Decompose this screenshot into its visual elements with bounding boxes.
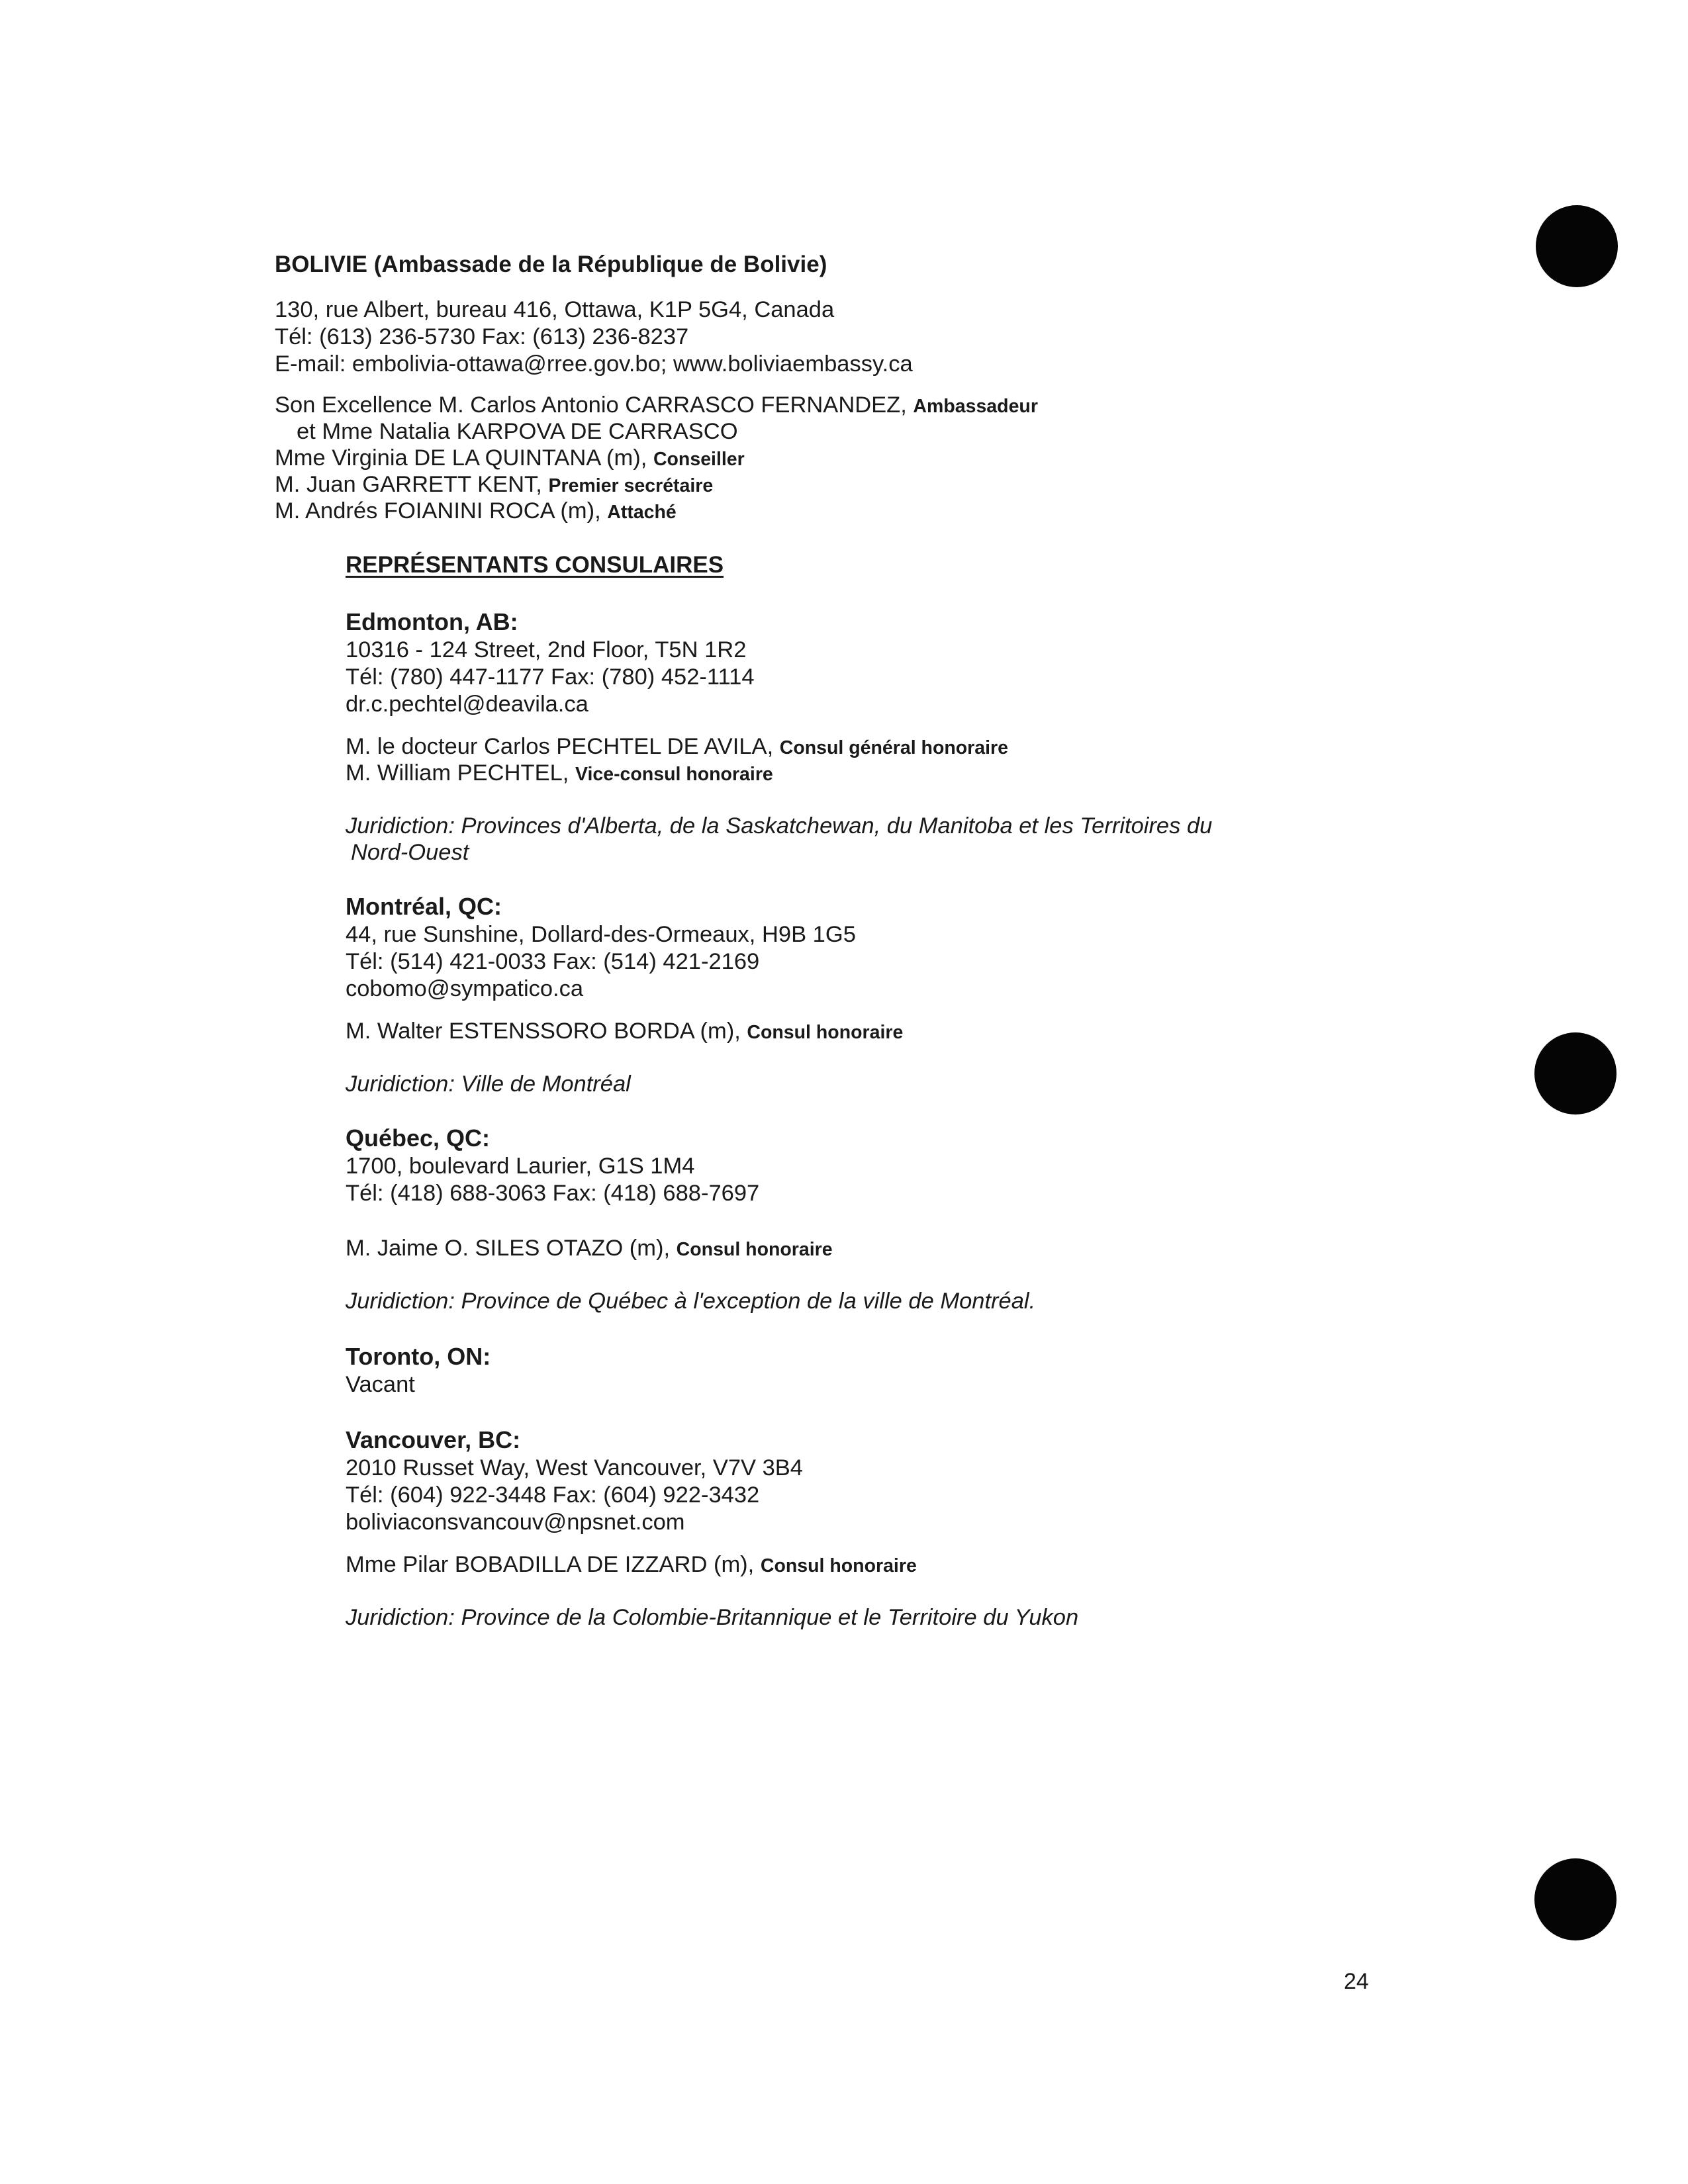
person-name: M. le docteur Carlos PECHTEL DE AVILA,: [346, 734, 774, 759]
person-name: M. Jaime O. SILES OTAZO (m),: [346, 1236, 671, 1261]
office-address: 10316 - 124 Street, 2nd Floor, T5N 1R2: [346, 637, 747, 662]
staff-title: Ambassadeur: [913, 396, 1038, 417]
person-title: Consul général honoraire: [779, 737, 1008, 758]
staff-name: M. Andrés FOIANINI ROCA (m),: [275, 498, 601, 523]
person-name: Mme Pilar BOBADILLA DE IZZARD (m),: [346, 1552, 755, 1577]
office-address: 1700, boulevard Laurier, G1S 1M4: [346, 1154, 695, 1179]
consular-heading: REPRÉSENTANTS CONSULAIRES: [346, 552, 724, 578]
punch-hole-bottom: [1534, 1858, 1617, 1940]
embassy-phone-fax: Tél: (613) 236-5730 Fax: (613) 236-8237: [275, 324, 689, 349]
embassy-email-web: E-mail: embolivia-ottawa@rree.gov.bo; www.boliviaembassy.ca: [275, 351, 913, 377]
embassy-address: 130, rue Albert, bureau 416, Ottawa, K1P 5G4, Canada: [275, 297, 835, 322]
office-phone-fax: Tél: (604) 922-3448 Fax: (604) 922-3432: [346, 1482, 760, 1508]
office-email: dr.c.pechtel@deavila.ca: [346, 692, 588, 717]
staff-title: Conseiller: [653, 449, 745, 470]
person-title: Consul honoraire: [747, 1022, 904, 1043]
office-phone-fax: Tél: (514) 421-0033 Fax: (514) 421-2169: [346, 949, 760, 974]
staff-name: Mme Virginia DE LA QUINTANA (m),: [275, 445, 647, 471]
punch-hole-middle: [1534, 1032, 1617, 1115]
office-phone-fax: Tél: (780) 447-1177 Fax: (780) 452-1114: [346, 664, 755, 690]
office-person: [346, 1235, 833, 1263]
office-status: Vacant: [346, 1372, 415, 1397]
office-jurisdiction: Juridiction: Province de Québec à l'exception de la ville de Montréal.: [346, 1289, 1036, 1314]
page-number: 24: [1344, 1969, 1369, 1994]
office-address: 2010 Russet Way, West Vancouver, V7V 3B4: [346, 1455, 803, 1480]
staff-line: [275, 392, 1038, 420]
office-phone-fax: Tél: (418) 688-3063 Fax: (418) 688-7697: [346, 1181, 760, 1206]
person-name: M. William PECHTEL,: [346, 760, 569, 786]
office-email: cobomo@sympatico.ca: [346, 976, 584, 1001]
person-title: Consul honoraire: [676, 1239, 833, 1260]
office-jurisdiction: Juridiction: Ville de Montréal: [346, 1071, 631, 1097]
office-jurisdiction: Juridiction: Province de la Colombie-Britannique et le Territoire du Yukon: [346, 1605, 1079, 1630]
office-person: [346, 733, 1008, 761]
staff-name: M. Juan GARRETT KENT,: [275, 472, 542, 497]
staff-line: [297, 418, 738, 445]
office-email: boliviaconsvancouv@npsnet.com: [346, 1510, 685, 1535]
office-city-edmonton: Edmonton, AB:: [346, 608, 518, 635]
office-person: [346, 760, 773, 788]
office-city-quebec: Québec, QC:: [346, 1124, 491, 1152]
staff-line: [275, 471, 713, 499]
country-heading: BOLIVIE (Ambassade de la République de Bolivie): [275, 251, 827, 277]
staff-name: et Mme Natalia KARPOVA DE CARRASCO: [297, 419, 738, 444]
person-title: Vice-consul honoraire: [575, 764, 773, 785]
office-jurisdiction-cont: Nord-Ouest: [351, 840, 469, 865]
office-city-vancouver: Vancouver, BC:: [346, 1426, 521, 1453]
punch-hole-top: [1536, 205, 1618, 287]
staff-title: Attaché: [607, 502, 677, 523]
staff-name: Son Excellence M. Carlos Antonio CARRASCO FERNANDEZ,: [275, 392, 907, 418]
office-person: [346, 1551, 917, 1579]
office-city-montreal: Montréal, QC:: [346, 893, 502, 920]
person-name: M. Walter ESTENSSORO BORDA (m),: [346, 1019, 741, 1044]
office-city-toronto: Toronto, ON:: [346, 1343, 491, 1370]
staff-title: Premier secrétaire: [548, 475, 714, 496]
office-person: [346, 1018, 903, 1046]
person-title: Consul honoraire: [760, 1555, 917, 1576]
office-address: 44, rue Sunshine, Dollard-des-Ormeaux, H9B 1G5: [346, 922, 856, 947]
staff-line: [275, 445, 745, 473]
office-jurisdiction: Juridiction: Provinces d'Alberta, de la Saskatchewan, du Manitoba et les Territoires du: [346, 813, 1213, 839]
staff-line: [275, 498, 677, 525]
